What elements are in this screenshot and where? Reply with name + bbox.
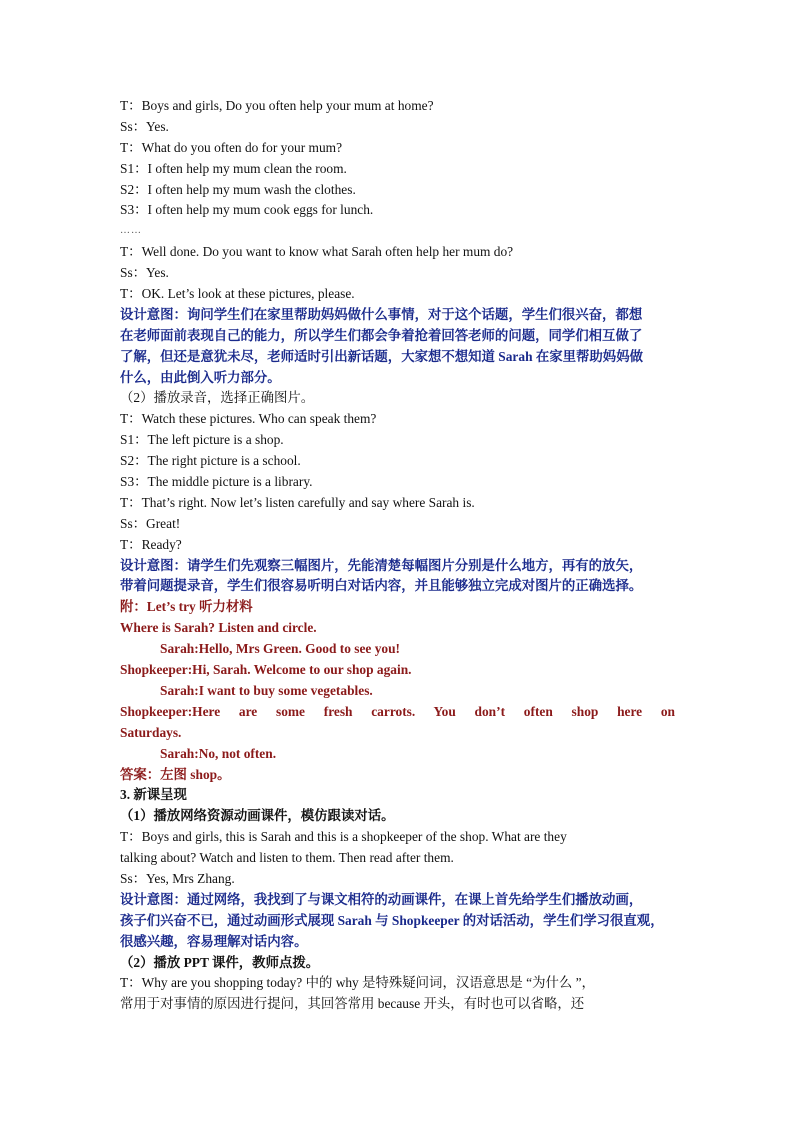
design-line: 很感兴趣，容易理解对话内容。 [120, 933, 308, 949]
dialogue-line: Ss：Yes. [120, 118, 169, 134]
step-heading: （2）播放 PPT 课件，教师点拨。 [120, 954, 320, 970]
document-page [120, 96, 675, 1015]
design-intent-3 [120, 890, 675, 953]
dialogue-help-mum [120, 96, 675, 221]
design-line: 什么，由此倒入听力部分。 [120, 369, 281, 385]
step-heading: （2）播放录音，选择正确图片。 [120, 390, 315, 406]
design-line: 设计意图：通过网络，我找到了与课文相符的动画课件，在课上首先给学生们播放动画， [120, 891, 643, 907]
dialogue-line: T：OK. Let’s look at these pictures, please. [120, 286, 355, 302]
listening-line: Sarah:I want to buy some vegetables. [160, 682, 373, 698]
dialogue-line: talking about? Watch and listen to them. Then read after them. [120, 850, 454, 866]
design-line: 设计意图：询问学生们在家里帮助妈妈做什么事情，对于这个话题，学生们很兴奋，都想 [120, 306, 643, 322]
explanation-line: T：Why are you shopping today? 中的 why 是特殊疑问词，汉语意思是 “为什么 ”， [120, 975, 595, 991]
dialogue-line: T：Watch these pictures. Who can speak them? [120, 411, 377, 427]
design-line: 孩子们兴奋不已，通过动画形式展现 Sarah 与 Shopkeeper 的对话活动，学生们学习很直观， [120, 912, 664, 928]
dialogue-sarah-intro [120, 242, 675, 305]
dialogue-line: S2：The right picture is a school. [120, 453, 301, 469]
design-intent-2 [120, 556, 675, 598]
dialogue-line: S1：I often help my mum clean the room. [120, 160, 347, 176]
dialogue-line: Ss：Great! [120, 515, 181, 531]
dialogue-line: T：Boys and girls, this is Sarah and this is a shopkeeper of the shop. What are they [120, 829, 567, 845]
listening-line: Saturdays. [120, 724, 182, 740]
dialogue-line: T：Ready? [120, 536, 182, 552]
dialogue-line: S3：The middle picture is a library. [120, 474, 313, 490]
listening-question: Where is Sarah? Listen and circle. [120, 620, 317, 636]
listening-line: Shopkeeper:Hi, Sarah. Welcome to our shop again. [120, 662, 412, 678]
explanation [120, 973, 675, 1015]
design-line: 在老师面前表现自己的能力，所以学生们都会争着抢着回答老师的问题，同学们相互做了 [120, 327, 643, 343]
design-line: 了解，但还是意犹未尽，老师适时引出新话题，大家想不想知道 Sarah 在家里帮助妈妈做 [120, 348, 643, 364]
dialogue-line: Ss：Yes, Mrs Zhang. [120, 870, 235, 886]
dialogue-line: S1：The left picture is a shop. [120, 432, 284, 448]
design-intent-1 [120, 305, 675, 389]
dialogue-line: T：What do you often do for your mum? [120, 139, 343, 155]
listening-material [120, 618, 675, 764]
listening-line: Sarah:No, not often. [160, 745, 277, 761]
dialogue-pictures [120, 409, 675, 555]
section-heading: 3. 新课呈现 [120, 787, 187, 803]
design-line: 带着问题提录音，学生们很容易听明白对话内容，并且能够独立完成对图片的正确选择。 [120, 578, 643, 594]
dialogue-shopkeeper [120, 827, 675, 890]
ellipsis: …… [120, 225, 142, 237]
step-heading: （1）播放网络资源动画课件，模仿跟读对话。 [120, 808, 395, 824]
dialogue-line: T：Well done. Do you want to know what Sarah often help her mum do? [120, 244, 514, 260]
dialogue-line: S3：I often help my mum cook eggs for lunch. [120, 202, 374, 218]
dialogue-line: T：Boys and girls, Do you often help your mum at home? [120, 98, 434, 113]
design-line: 设计意图：请学生们先观察三幅图片，先能清楚每幅图片分别是什么地方，再有的放矢， [120, 557, 643, 573]
dialogue-line: T：That’s right. Now let’s listen carefully and say where Sarah is. [120, 494, 475, 510]
answer: 答案：左图 shop。 [120, 766, 231, 782]
listening-line: Sarah:Hello, Mrs Green. Good to see you! [160, 641, 401, 657]
dialogue-line: S2：I often help my mum wash the clothes. [120, 181, 356, 197]
explanation-line: 常用于对事情的原因进行提问，其回答常用 because 开头，有时也可以省略，还 [120, 996, 585, 1012]
listening-line: Shopkeeper:Here are some fresh carrots. You don’t often shop here on [120, 703, 675, 719]
appendix-title: 附：Let’s try 听力材料 [120, 599, 253, 615]
dialogue-line: Ss：Yes. [120, 265, 169, 281]
